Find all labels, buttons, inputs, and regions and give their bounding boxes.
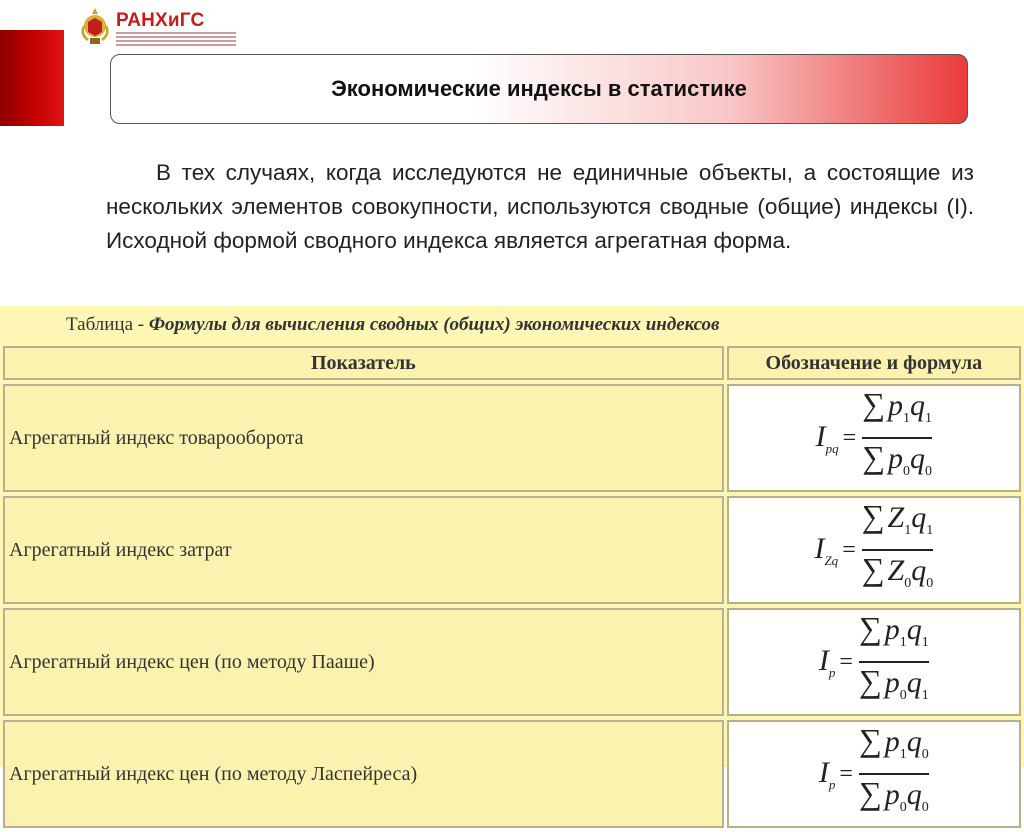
index-subscript: p [828,664,836,680]
formula-subscript: 0 [903,464,911,479]
intro-paragraph: В тех случаях, когда исследуются не единичные объекты, а состоящие из нескольких элементов совокупности, используются сводные (общие) индексы (I). Исходной формой сводного индекса является агрегатная форма. [106,160,974,253]
formula-fraction [862,386,932,490]
index-subscript: pq [825,440,839,456]
equals-sign: = [839,760,853,787]
formula-subscript: 1 [899,747,907,762]
equals-sign: = [842,536,856,563]
index-symbol: $I_p$ [818,643,836,680]
formula-fraction [862,498,934,602]
index-subscript: p [828,776,836,792]
logo-subtitle-lines [116,32,236,48]
formula-numerator: ∑ $Z_1q_1$ [861,498,934,538]
index-formulas-table [0,342,1024,832]
indicator-name: Агрегатный индекс затрат [3,496,724,604]
formula-numerator: ∑ $p_1q_1$ [858,610,929,650]
formula-subscript: 0 [921,747,929,762]
header-formula: Обозначение и формула [727,346,1021,380]
formula-fraction [859,722,929,826]
formula-denominator: ∑ $p_0q_0$ [862,439,933,479]
sum-symbol: ∑ [858,775,882,811]
emblem-icon [78,6,112,46]
table-caption-prefix: Таблица - [66,314,149,335]
formula-subscript: 0 [904,576,912,591]
formula-denominator: ∑ $p_0q_0$ [858,775,929,815]
formula-subscript: 1 [899,635,907,650]
index-symbol: $I_p$ [818,755,836,792]
formula-cell [727,608,1021,716]
formula-denominator: ∑ $p_0q_1$ [858,663,929,703]
table-row [3,496,1021,604]
table-row [3,720,1021,828]
formula-subscript: 0 [899,800,907,815]
sum-symbol: ∑ [862,386,886,422]
formula-numerator: ∑ $p_1q_1$ [862,386,933,426]
formula-subscript: 0 [921,800,929,815]
table-row [3,608,1021,716]
sum-symbol: ∑ [862,439,886,475]
indicator-name: Агрегатный индекс товарооборота [3,384,724,492]
index-formula [816,386,932,490]
equals-sign: = [842,424,857,451]
formula-subscript: 0 [926,576,934,591]
index-subscript: Zq [824,552,839,568]
sum-symbol: ∑ [861,551,885,587]
formula-subscript: 1 [903,411,911,426]
formula-subscript: 1 [921,688,929,703]
equals-sign: = [839,648,853,675]
formula-cell [727,384,1021,492]
formula-subscript: 1 [904,523,912,538]
title-banner [110,54,968,124]
ranepa-logo [78,4,238,50]
formula-fraction [859,610,929,714]
index-symbol: $I_{Zq}$ [814,531,839,568]
sum-symbol: ∑ [858,610,882,646]
formula-subscript: 1 [921,635,929,650]
index-formula [814,498,933,602]
index-formula [819,610,929,714]
formula-subscript: 0 [925,464,933,479]
sum-symbol: ∑ [858,663,882,699]
formula-table-section [0,306,1024,815]
table-caption [66,314,720,336]
table-row [3,384,1021,492]
sum-symbol: ∑ [861,498,885,534]
header-indicator: Показатель [3,346,724,380]
formula-cell [727,720,1021,828]
index-symbol: $I_{pq}$ [815,419,839,456]
indicator-name: Агрегатный индекс цен (по методу Пааше) [3,608,724,716]
formula-numerator: ∑ $p_1q_0$ [858,722,929,762]
formula-subscript: 1 [926,523,934,538]
page-title: Экономические индексы в статистике [331,76,747,101]
indicator-name: Агрегатный индекс цен (по методу Ласпейреса) [3,720,724,828]
formula-cell [727,496,1021,604]
table-header-row [3,346,1021,380]
table-caption-title: Формулы для вычисления сводных (общих) экономических индексов [148,314,720,335]
formula-denominator: ∑ $Z_0q_0$ [861,551,934,591]
index-formula [819,722,929,826]
red-accent-block [0,30,64,126]
formula-subscript: 1 [925,411,933,426]
formula-subscript: 0 [899,688,907,703]
sum-symbol: ∑ [858,722,882,758]
logo-name: РАНХиГС [116,10,205,31]
